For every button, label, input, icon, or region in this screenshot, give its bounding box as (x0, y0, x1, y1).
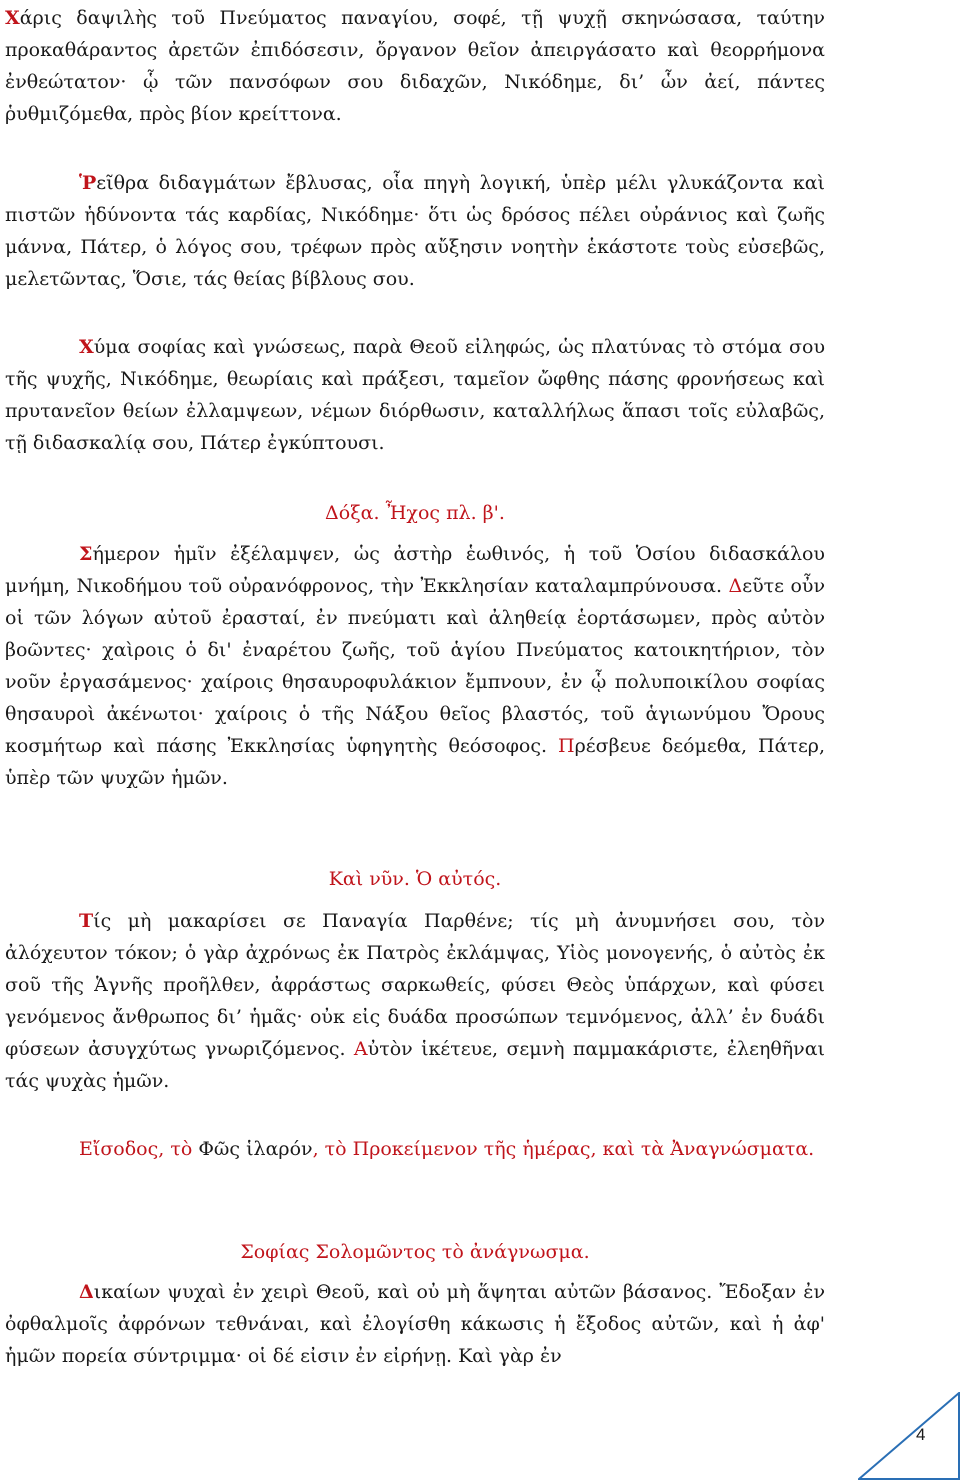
section-heading-eisodos (5, 1133, 825, 1165)
drop-initial: Χ (79, 336, 94, 358)
section-heading-reading: Σοφίας Σολομῶντος τὸ ἀνάγνωσμα. (240, 1241, 590, 1263)
section-heading-kai-nyn: Καὶ νῦν. Ὁ αὐτός. (328, 868, 502, 890)
paragraph-text: ικαίων ψυχαὶ ἐν χειρὶ Θεοῦ, καὶ οὐ μὴ ἅψηται αὐτῶν βάσανος. Ἔδοξαν ἐν ὀφθαλμοῖς ἀφρόνων τεθνάναι, καὶ ἐλογίσθη κάκωσις ἡ ἔξοδος αὐτῶν, καὶ ἡ ἀφ' ἡμῶν πορεία σύντριμμα· οἱ δέ εἰσιν ἐν εἰρήνῃ. Καὶ γὰρ ἐν (5, 1281, 825, 1367)
colored-initial: Α (353, 1038, 368, 1060)
paragraph-text: ίς μὴ μακαρίσει σε Παναγία Παρθένε; τίς μὴ ἀνυμνήσει σου, τὸν ἀλόχευτον τόκον; ὁ γὰρ ἀχρόνως ἐκ Πατρὸς ἐκλάμψας, Υἱὸς μονογενής, ὁ αὐτὸς ἐκ σοῦ τῆς Ἁγνῆς προῆλθεν, ἀφράστως σαρκωθείς, φύσει Θεὸς ὑπάρχων, καὶ φύσει γενόμενος ἄνθρωπος δι’ ἡμᾶς· οὐκ εἰς δυάδα προσώπων τεμνόμενος, ἀλλ’ ἐν δυάδι φύσεων ἀσυγχύτως γνωριζόμενος. (5, 910, 825, 1060)
paragraph-6 (5, 1276, 825, 1372)
paragraph-3 (5, 331, 825, 459)
paragraph-5 (5, 905, 825, 1097)
page-corner-fold (858, 1392, 960, 1480)
paragraph-text: ήμερον ἡμῖν ἐξέλαμψεν, ὡς ἀστὴρ ἑωθινός, ἡ τοῦ Ὁσίου διδασκάλου μνήμη, Νικοδήμου τοῦ οὐρανόφρονος, τὴν Ἐκκλησίαν καταλαμπρύνουσα. (5, 543, 825, 597)
drop-initial: Ῥ (79, 172, 97, 194)
paragraph-text: ὐτὸν ἱκέτευε, σεμνὴ παμμακάριστε, ἐλεηθῆναι τάς ψυχὰς ἡμῶν. (5, 1038, 825, 1092)
paragraph-text: ρέσβευε δεόμεθα, Πάτερ, ὑπὲρ τῶν ψυχῶν ἡμῶν. (5, 735, 826, 789)
drop-initial: Χ (5, 7, 20, 29)
paragraph-text: άρις δαψιλὴς τοῦ Πνεύματος παναγίου, σοφέ, τῇ ψυχῇ σκηνώσασα, ταύτην προκαθάραντος ἀρετῶν ἐπιδόσεσιν, ὄργανον θεῖον ἀπειργάσατο καὶ θεορρήμονα ἐνθεώτατον· ᾧ τῶν πανσόφων σου διδαχῶν, Νικόδημε, δι’ ὧν ἀεί, πάντες ῥυθμιζόμεθα, πρὸς βίον κρείττονα. (5, 7, 825, 125)
paragraph-text: εῖθρα διδαγμάτων ἔβλυσας, οἷα πηγὴ λογική, ὑπὲρ μέλι γλυκάζοντα καὶ πιστῶν ἡδύνοντα τάς καρδίας, Νικόδημε· ὅτι ὡς δρόσος πέλει οὐράνιος καὶ ζωῆς μάννα, Πάτερ, ὁ λόγος σου, τρέφων πρὸς αὔξησιν νοητὴν ἑκάστοτε τοὺς εὐσεβῶς, μελετῶντας, Ὅσιε, τάς θείας βίβλους σου. (5, 172, 825, 290)
colored-initial: Π (558, 735, 575, 757)
drop-initial: Δ (79, 1281, 94, 1303)
heading-part: Εἴσοδος, τὸ (79, 1138, 199, 1160)
heading-part: , τὸ Προκείμενον τῆς ἡμέρας, καὶ τὰ Ἀναγνώσματα. (312, 1138, 815, 1160)
paragraph-2 (5, 167, 825, 295)
paragraph-text: εῦτε οὖν οἱ τῶν λόγων αὐτοῦ ἐρασταί, ἐν πνεύματι καὶ ἀληθείᾳ ἑορτάσωμεν, πρὸς αὐτὸν βοῶντες· χαὶροις ὁ δι' ἐναρέτου ζωῆς, τοῦ ἁγίου Πνεύματος κατοικητήριον, τὸν νοῦν ἐργασάμενος· χαίροις θησαυροφυλάκιον ἔμπνουν, ἐν ᾧ πολυποικίλου σοφίας θησαυροὶ ἀκένωτοι· χαίροις ὁ τῆς Νάξου θεῖος βλαστός, τοῦ ἁγιωνύμου Ὄρους κοσμήτωρ καὶ πάσης Ἐκκλησίας ὑφηγητὴς θεόσοφος. (5, 575, 825, 757)
drop-initial: Σ (79, 543, 93, 565)
heading-part-hymn: Φῶς ἱλαρόν (198, 1138, 313, 1160)
paragraph-1 (5, 2, 825, 130)
paragraph-text: ύμα σοφίας καὶ γνώσεως, παρὰ Θεοῦ εἰληφώς, ὡς πλατύνας τὸ στόμα σου τῆς ψυχῆς, Νικόδημε, θεωρίαις καὶ πράξεσι, ταμεῖον ὤφθης πάσης φρονήσεως καὶ πρυτανεῖον θείων ἐλλαμψεων, νέμων διόρθωσιν, καταλλήλως ἅπασι τοῖς εὐλαβῶς, τῇ διδασκαλίᾳ σου, Πάτερ ἐγκύπτουσι. (5, 336, 825, 454)
section-heading-doxa: Δόξα. Ἦχος πλ. β'. (325, 502, 505, 524)
colored-initial: Δ (728, 575, 743, 597)
paragraph-4 (5, 538, 825, 794)
drop-initial: Τ (79, 910, 94, 932)
page-number: 4 (916, 1425, 926, 1444)
